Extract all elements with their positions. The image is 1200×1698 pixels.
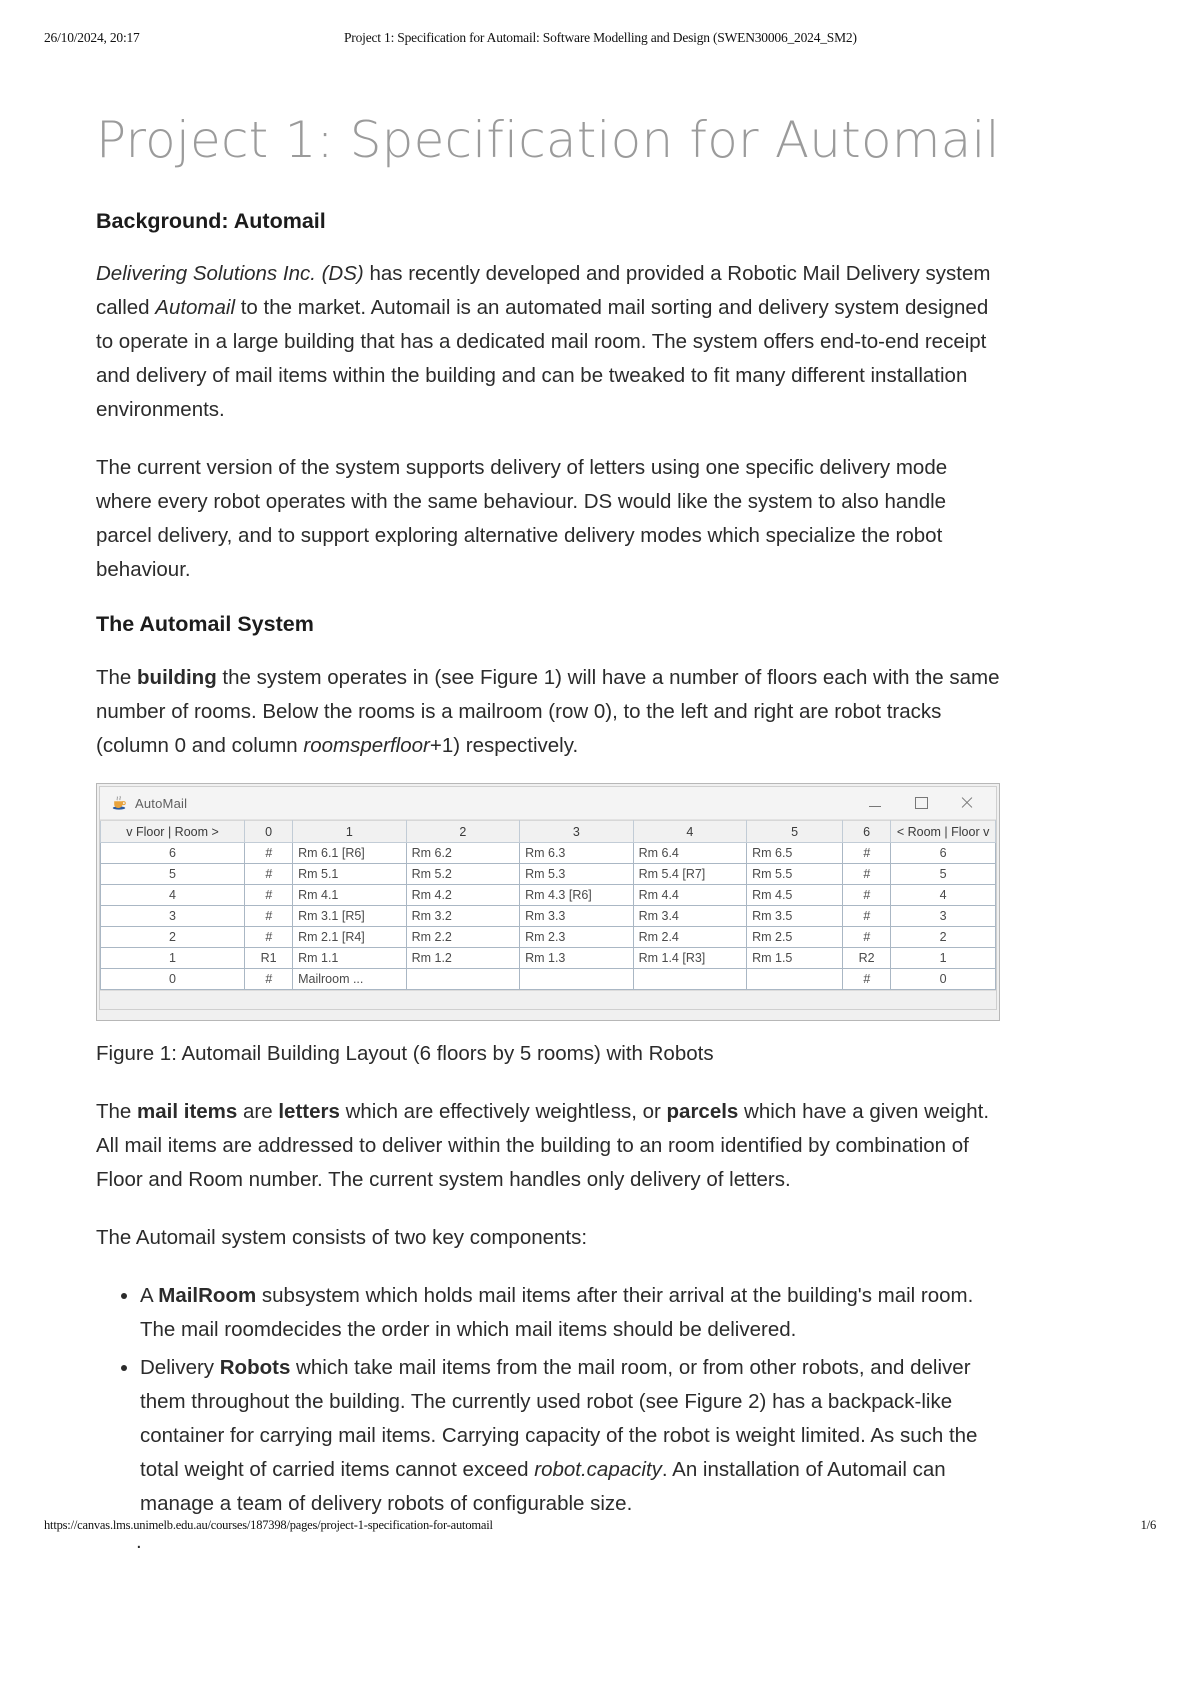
- cell-room: Rm 4.2: [406, 885, 520, 906]
- cell-room: Rm 1.5: [747, 948, 843, 969]
- cell-right-track: #: [843, 843, 891, 864]
- print-footer: [0, 1518, 1200, 1538]
- cell-floor-label-right: 0: [891, 969, 996, 990]
- window-status-strip: [100, 990, 996, 1009]
- cell-room: Rm 2.2: [406, 927, 520, 948]
- cell-room: Rm 6.5: [747, 843, 843, 864]
- cell-floor-label: 6: [101, 843, 245, 864]
- paragraph-text: The: [96, 1100, 138, 1124]
- cell-room: Rm 6.1 [R6]: [293, 843, 407, 864]
- section-heading-background: Background: Automail: [96, 208, 326, 233]
- term-roomsperfloor: roomsperfloor: [303, 734, 430, 758]
- cell-floor-label-right: 3: [891, 906, 996, 927]
- bullet-text: . An installation of Automail can manage a team of delivery robots of configurable size.: [140, 1458, 946, 1516]
- cell-left-track: #: [245, 927, 293, 948]
- table-body: [101, 843, 996, 990]
- cell-floor-label: 0: [101, 969, 245, 990]
- cell-room: Rm 5.5: [747, 864, 843, 885]
- figure-1-caption: Figure 1: Automail Building Layout (6 floors by 5 rooms) with Robots: [96, 1042, 714, 1066]
- figure-1-automail-window: [96, 783, 1000, 1021]
- cell-floor-label: 1: [101, 948, 245, 969]
- company-name: Delivering Solutions Inc. (DS): [96, 262, 364, 286]
- cell-room: Rm 4.5: [747, 885, 843, 906]
- cell-empty: [520, 969, 634, 990]
- col-header-4[interactable]: 4: [633, 821, 747, 843]
- table-row: [101, 969, 996, 990]
- cell-left-track: #: [245, 885, 293, 906]
- cell-floor-label-right: 2: [891, 927, 996, 948]
- cell-room: Rm 1.4 [R3]: [633, 948, 747, 969]
- col-header-2[interactable]: 2: [406, 821, 520, 843]
- cell-room: Rm 1.3: [520, 948, 634, 969]
- bullet-text: subsystem which holds mail items after their arrival at the building's mail room. The mail roomdecides the order in which mail items should be delivered.: [140, 1284, 974, 1342]
- cell-empty: [633, 969, 747, 990]
- print-footer-url: https://canvas.lms.unimelb.edu.au/courses/187398/pages/project-1-specification-for-automail: [44, 1518, 493, 1532]
- cell-right-track: #: [843, 927, 891, 948]
- product-name: Automail: [155, 296, 236, 320]
- cell-room: Rm 2.3: [520, 927, 634, 948]
- list-item: [140, 1351, 1000, 1521]
- cell-room: Rm 5.4 [R7]: [633, 864, 747, 885]
- cell-left-track: #: [245, 906, 293, 927]
- cell-room: Rm 5.2: [406, 864, 520, 885]
- paragraph-text: are: [237, 1100, 279, 1124]
- term-mail-items: mail items: [137, 1100, 238, 1124]
- cell-room: Rm 6.4: [633, 843, 747, 864]
- col-header-0[interactable]: 0: [245, 821, 293, 843]
- components-list: [96, 1279, 1000, 1521]
- print-header-title: Project 1: Specification for Automail: Software Modelling and Design (SWEN30006_2024_SM2): [344, 30, 857, 45]
- trailing-dot: .: [136, 1530, 142, 1554]
- paragraph-text: the system operates in (see Figure 1) will have a number of floors each with the same number of rooms. Below the rooms is a mailroom (row 0), to the left and right are robot tracks (column 0 and column: [96, 666, 1000, 758]
- cell-floor-label-right: 6: [891, 843, 996, 864]
- term-robot-capacity: robot.capacity: [534, 1458, 662, 1482]
- col-header-floor-room[interactable]: v Floor | Room >: [101, 821, 245, 843]
- cell-room: Rm 1.1: [293, 948, 407, 969]
- paragraph-text: The: [96, 666, 138, 690]
- document-body: [96, 112, 1000, 1559]
- cell-room: Rm 2.5: [747, 927, 843, 948]
- paragraph-text: . All mail items are addressed to deliver within the building to an room identified by combination of Floor and Room number. The current system handles only delivery of letters.: [96, 1100, 990, 1192]
- cell-room: Rm 4.1: [293, 885, 407, 906]
- table-row: [101, 843, 996, 864]
- cell-room: Rm 6.2: [406, 843, 520, 864]
- java-coffee-cup-icon: [111, 795, 128, 812]
- cell-left-track: #: [245, 864, 293, 885]
- paragraph-background-1: [96, 257, 1000, 427]
- cell-empty: [747, 969, 843, 990]
- cell-floor-label: 3: [101, 906, 245, 927]
- print-header-date: 26/10/2024, 20:17: [44, 30, 140, 45]
- automail-app-window: [99, 786, 997, 1010]
- col-header-1[interactable]: 1: [293, 821, 407, 843]
- list-item: [140, 1279, 1000, 1347]
- cell-left-track: R1: [245, 948, 293, 969]
- cell-floor-label-right: 4: [891, 885, 996, 906]
- window-title-label: AutoMail: [135, 795, 188, 811]
- paragraph-text: which are effectively weightless, or: [339, 1100, 667, 1124]
- cell-room: Rm 2.4: [633, 927, 747, 948]
- section-heading-system: The Automail System: [96, 612, 314, 637]
- table-row: [101, 906, 996, 927]
- cell-floor-label: 2: [101, 927, 245, 948]
- cell-room: Rm 3.4: [633, 906, 747, 927]
- cell-room: Rm 4.4: [633, 885, 747, 906]
- cell-floor-label: 4: [101, 885, 245, 906]
- paragraph-text: to the market. Automail is an automated mail sorting and delivery system designed to operate in a large building that has a dedicated mail room. The system offers end-to-end receipt and delivery of mail items within the building and can be tweaked to fit many different installation environments.: [96, 296, 989, 422]
- paragraph-mail-items: [96, 1095, 1000, 1197]
- cell-right-track: #: [843, 906, 891, 927]
- col-header-5[interactable]: 5: [747, 821, 843, 843]
- paragraph-text: which have a given weight: [738, 1100, 984, 1124]
- cell-floor-label-right: 1: [891, 948, 996, 969]
- col-header-3[interactable]: 3: [520, 821, 634, 843]
- minimize-button[interactable]: [852, 788, 898, 818]
- bullet-text: which take mail items from the mail room, or from other robots, and deliver them throughout the building. The currently used robot (see Figure 2) has a backpack-like container for carrying mail items. Carrying capacity of the robot is weight limited. As such the total weight of carried items cannot exceed: [140, 1356, 978, 1482]
- cell-room: Rm 3.2: [406, 906, 520, 927]
- paragraph-text: has recently developed and provided a Robotic Mail Delivery system called: [96, 262, 991, 320]
- bullet-text: Delivery: [140, 1356, 220, 1380]
- cell-floor-label-right: 5: [891, 864, 996, 885]
- cell-left-track: #: [245, 843, 293, 864]
- cell-room: Rm 5.1: [293, 864, 407, 885]
- cell-right-track: #: [843, 969, 891, 990]
- cell-right-track: #: [843, 864, 891, 885]
- paragraph-background-2: The current version of the system supports delivery of letters using one specific delivery mode where every robot operates with the same behaviour. DS would like the system to also handle parcel delivery, and to support exploring alternative delivery modes which specialize the robot behaviour.: [96, 456, 948, 582]
- cell-room: Rm 6.3: [520, 843, 634, 864]
- cell-room: Rm 4.3 [R6]: [520, 885, 634, 906]
- cell-left-track: #: [245, 969, 293, 990]
- cell-room: Rm 3.5: [747, 906, 843, 927]
- col-header-room-floor[interactable]: < Room | Floor v: [891, 821, 996, 843]
- table-row: [101, 927, 996, 948]
- window-titlebar: [100, 787, 996, 820]
- print-footer-page-number: 1/6: [1140, 1518, 1156, 1532]
- term-building: building: [137, 666, 217, 690]
- cell-room: Rm 2.1 [R4]: [293, 927, 407, 948]
- bullet-text: A: [140, 1284, 159, 1308]
- close-button[interactable]: [944, 788, 990, 818]
- cell-floor-label: 5: [101, 864, 245, 885]
- paragraph-components-intro: The Automail system consists of two key components:: [96, 1226, 588, 1250]
- cell-room: Rm 5.3: [520, 864, 634, 885]
- maximize-button[interactable]: [898, 788, 944, 818]
- print-header: [0, 30, 1200, 50]
- window-controls: [852, 788, 990, 818]
- col-header-6[interactable]: 6: [843, 821, 891, 843]
- table-row: [101, 885, 996, 906]
- cell-empty: [406, 969, 520, 990]
- cell-room: Rm 1.2: [406, 948, 520, 969]
- cell-right-track: #: [843, 885, 891, 906]
- cell-mailroom: Mailroom ...: [293, 969, 407, 990]
- term-parcels: parcels: [666, 1100, 739, 1124]
- table-row: [101, 864, 996, 885]
- cell-room: Rm 3.1 [R5]: [293, 906, 407, 927]
- table-row: [101, 948, 996, 969]
- table-header-row: [101, 821, 996, 843]
- paragraph-text: +1) respectively.: [429, 734, 579, 758]
- term-letters: letters: [278, 1100, 340, 1124]
- page-title: Project 1: Specification for Automail: [96, 111, 1000, 169]
- cell-right-track: R2: [843, 948, 891, 969]
- term-mailroom: MailRoom: [158, 1284, 257, 1308]
- cell-room: Rm 3.3: [520, 906, 634, 927]
- paragraph-system-1: [96, 661, 1000, 763]
- term-robots: Robots: [219, 1356, 291, 1380]
- building-layout-table: [100, 820, 996, 990]
